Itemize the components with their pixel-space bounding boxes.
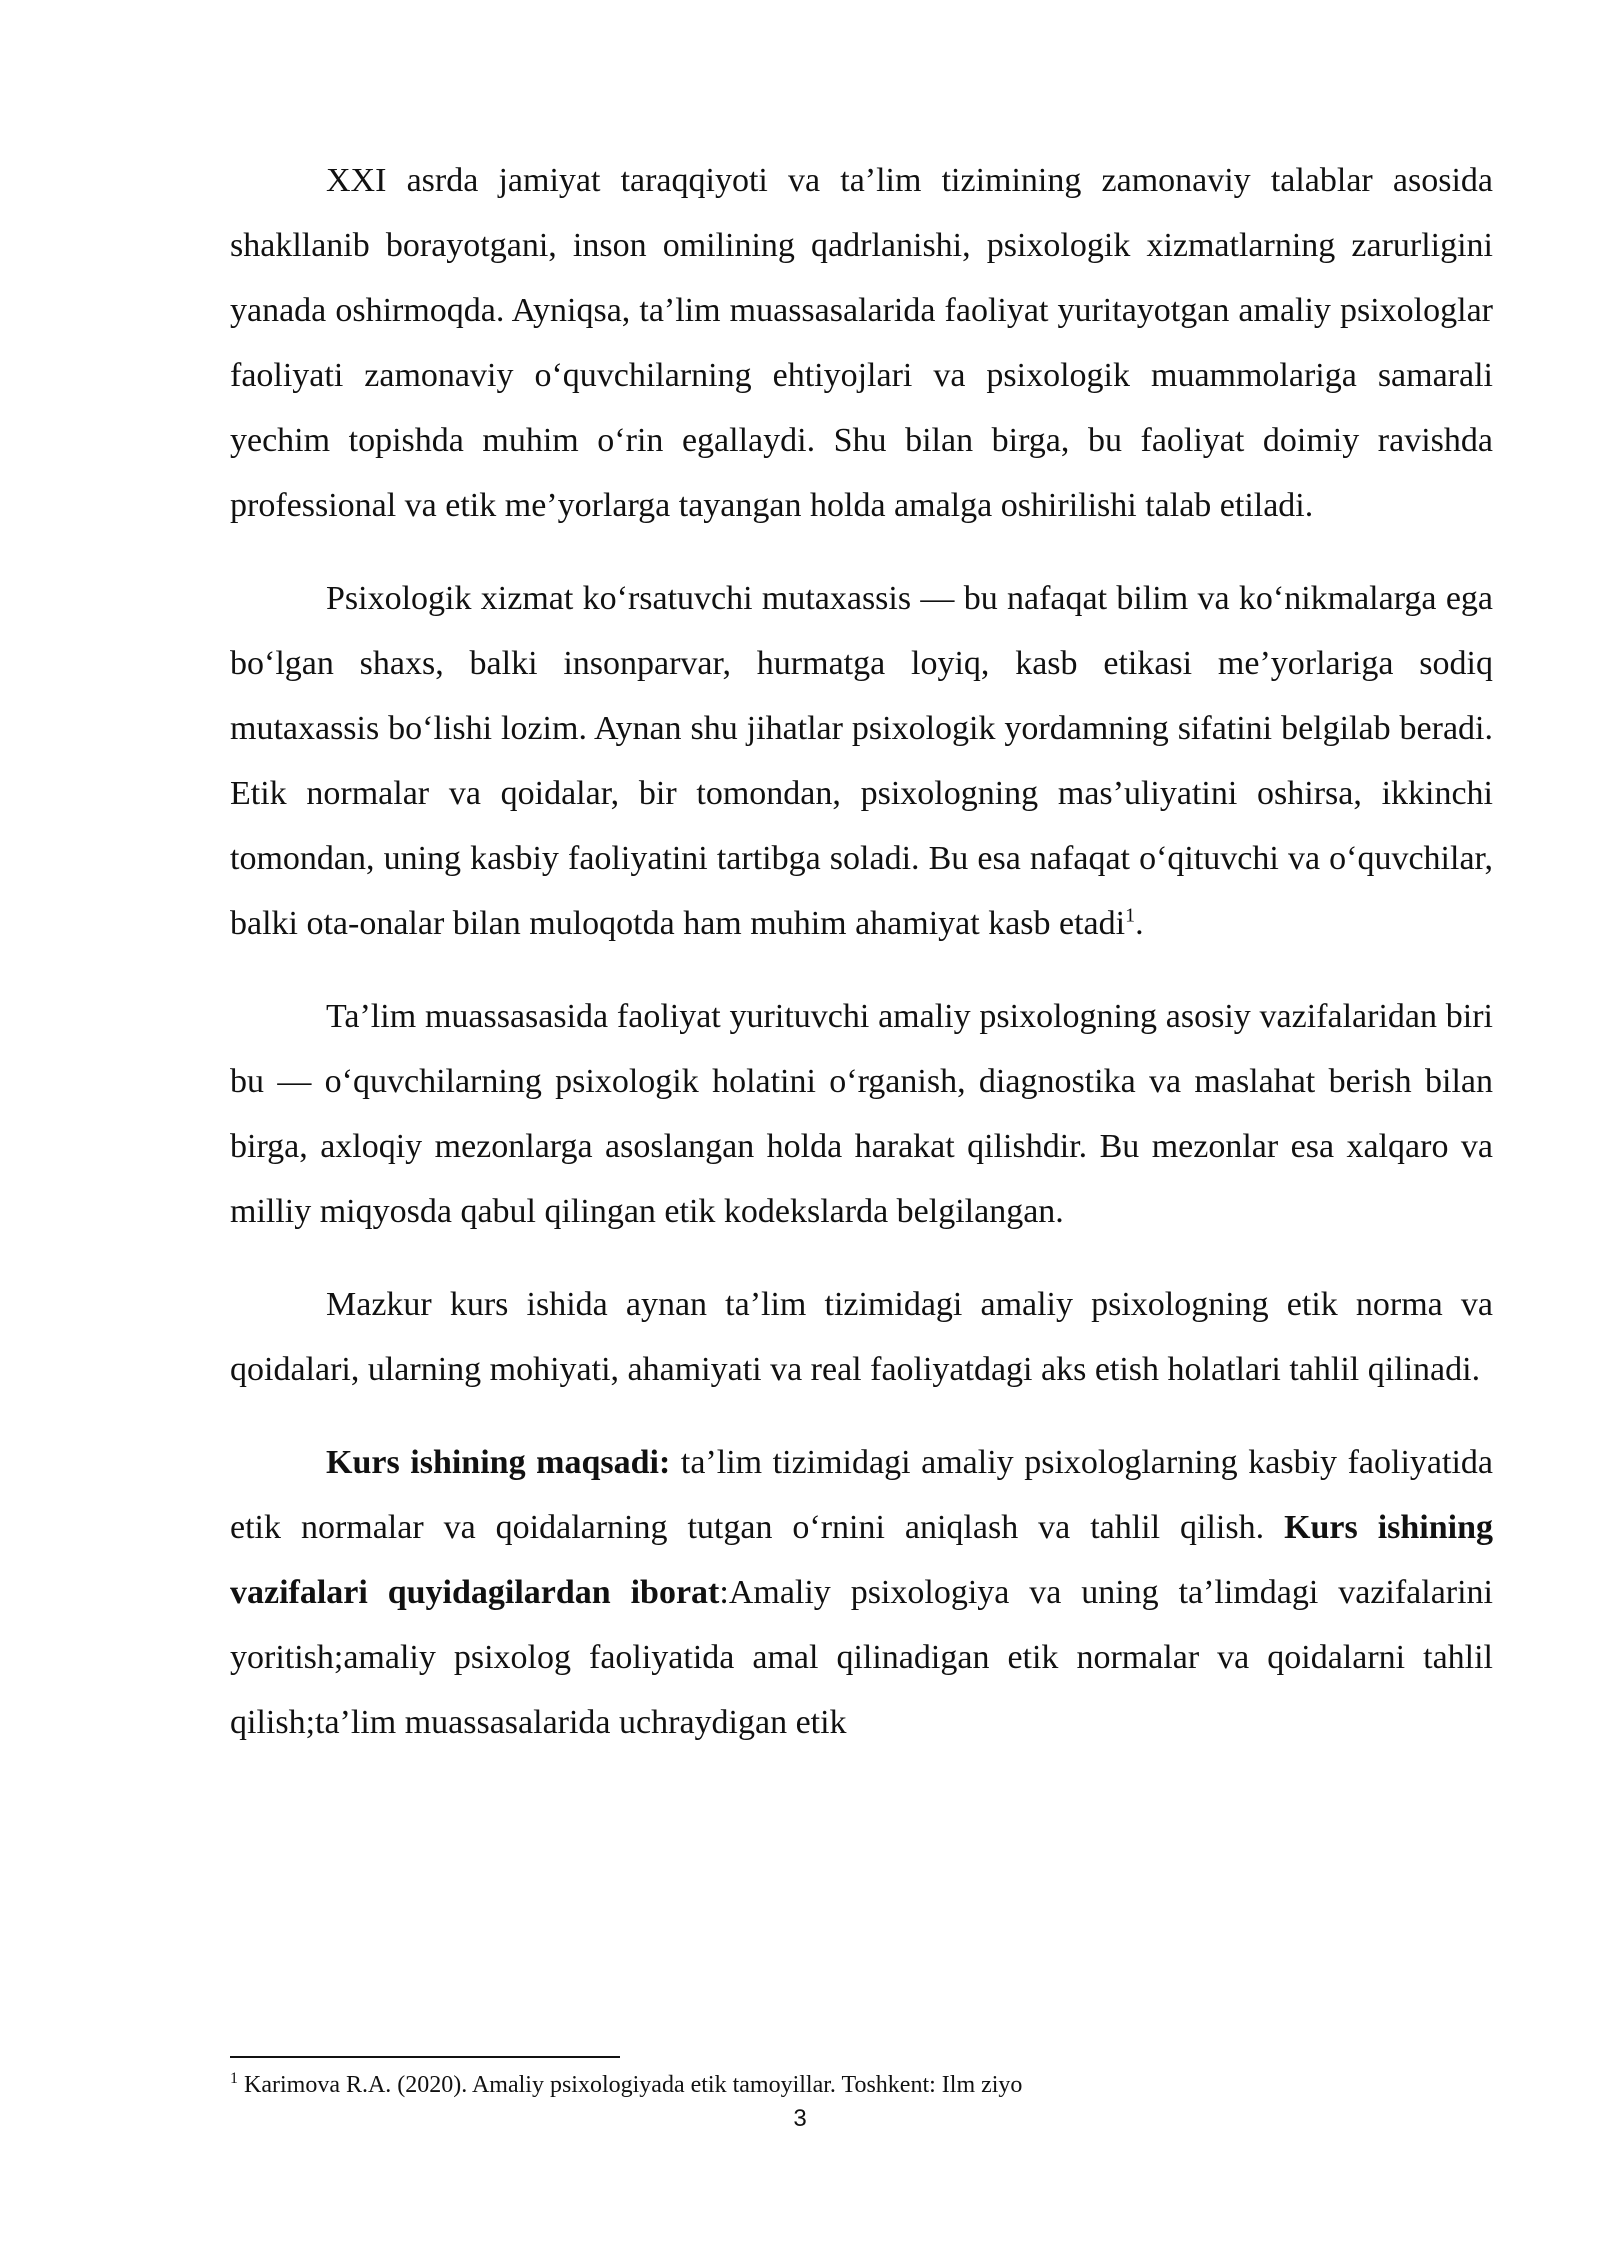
goal-label: Kurs ishining maqsadi: bbox=[326, 1444, 671, 1481]
footnote-number: 1 bbox=[230, 2070, 238, 2087]
paragraph-intro: XXI asrda jamiyat taraqqiyoti va ta’lim tizimining zamonaviy talablar asosida shakllanib borayotgani, inson omilining qadrlanishi, psixologik xizmatlarning zarurligini yanada oshirmoqda. Ayniqsa, ta’lim muassasalarida faoliyat yuritayotgan amaliy psixologlar faoliyati zamonaviy o‘quvchilarning ehtiyojlari va psixologik muammolariga samarali yechim topishda muhim o‘rin egallaydi. Shu bilan birga, bu faoliyat doimiy ravishda professional va etik me’yorlarga tayangan holda amalga oshirilishi talab etiladi. bbox=[230, 162, 1493, 524]
footnote-text: Karimova R.A. (2020). Amaliy psixologiyada etik tamoyillar. Toshkent: Ilm ziyo bbox=[238, 2072, 1023, 2098]
paragraph-tasks-of-psychologist: Ta’lim muassasasida faoliyat yurituvchi amaliy psixologning asosiy vazifalaridan biri bu — o‘quvchilarning psixologik holatini o‘rganish, diagnostika va maslahat berish bilan birga, axloqiy mezonlarga asoslangan holda harakat qilishdir. Bu mezonlar esa xalqaro va milliy miqyosda qabul qilingan etik kodekslarda belgilangan. bbox=[230, 998, 1493, 1230]
document-body bbox=[230, 148, 1493, 1783]
footnote bbox=[230, 2070, 1022, 2100]
footnote-separator bbox=[230, 2056, 620, 2058]
paragraph-specialist-text: Psixologik xizmat ko‘rsatuvchi mutaxassis — bu nafaqat bilim va ko‘nikmalarga ega bo‘lgan shaxs, balki insonparvar, hurmatga loyiq, kasb etikasi me’yorlariga sodiq mutaxassis bo‘lishi lozim. Aynan shu jihatlar psixologik yordamning sifatini belgilab beradi. Etik normalar va qoidalar, bir tomondan, psixologning mas’uliyatini oshirsa, ikkinchi tomondan, uning kasbiy faoliyatini tartibga soladi. Bu esa nafaqat o‘qituvchi va o‘quvchilar, balki ota-onalar bilan muloqotda ham muhim ahamiyat kasb etadi bbox=[230, 580, 1493, 942]
paragraph-specialist bbox=[230, 566, 1493, 956]
footnote-reference[interactable]: 1 bbox=[1125, 904, 1136, 927]
page-number: 3 bbox=[793, 2105, 807, 2132]
paragraph-specialist-end: . bbox=[1135, 905, 1144, 942]
paragraph-goal bbox=[230, 1430, 1493, 1755]
tasks-text: :Amaliy psixologiya va uning ta’limdagi vazifalarini yoritish;amaliy psixolog faoliyatida amal qilinadigan etik normalar va qoidalarni tahlil qilish;ta’lim muassasalarida uchraydigan etik bbox=[230, 1574, 1493, 1741]
paragraph-course-scope: Mazkur kurs ishida aynan ta’lim tizimidagi amaliy psixologning etik norma va qoidalari, ularning mohiyati, ahamiyati va real faoliyatdagi aks etish holatlari tahlil qilinadi. bbox=[230, 1286, 1493, 1388]
goal-text: ta’lim tizimidagi amaliy psixologlarning kasbiy faoliyatida etik normalar va qoidalarning tutgan o‘rnini aniqlash va tahlil qilish. bbox=[230, 1444, 1493, 1546]
tasks-label: Kurs ishining vazifalari quyidagilardan iborat bbox=[230, 1509, 1493, 1611]
